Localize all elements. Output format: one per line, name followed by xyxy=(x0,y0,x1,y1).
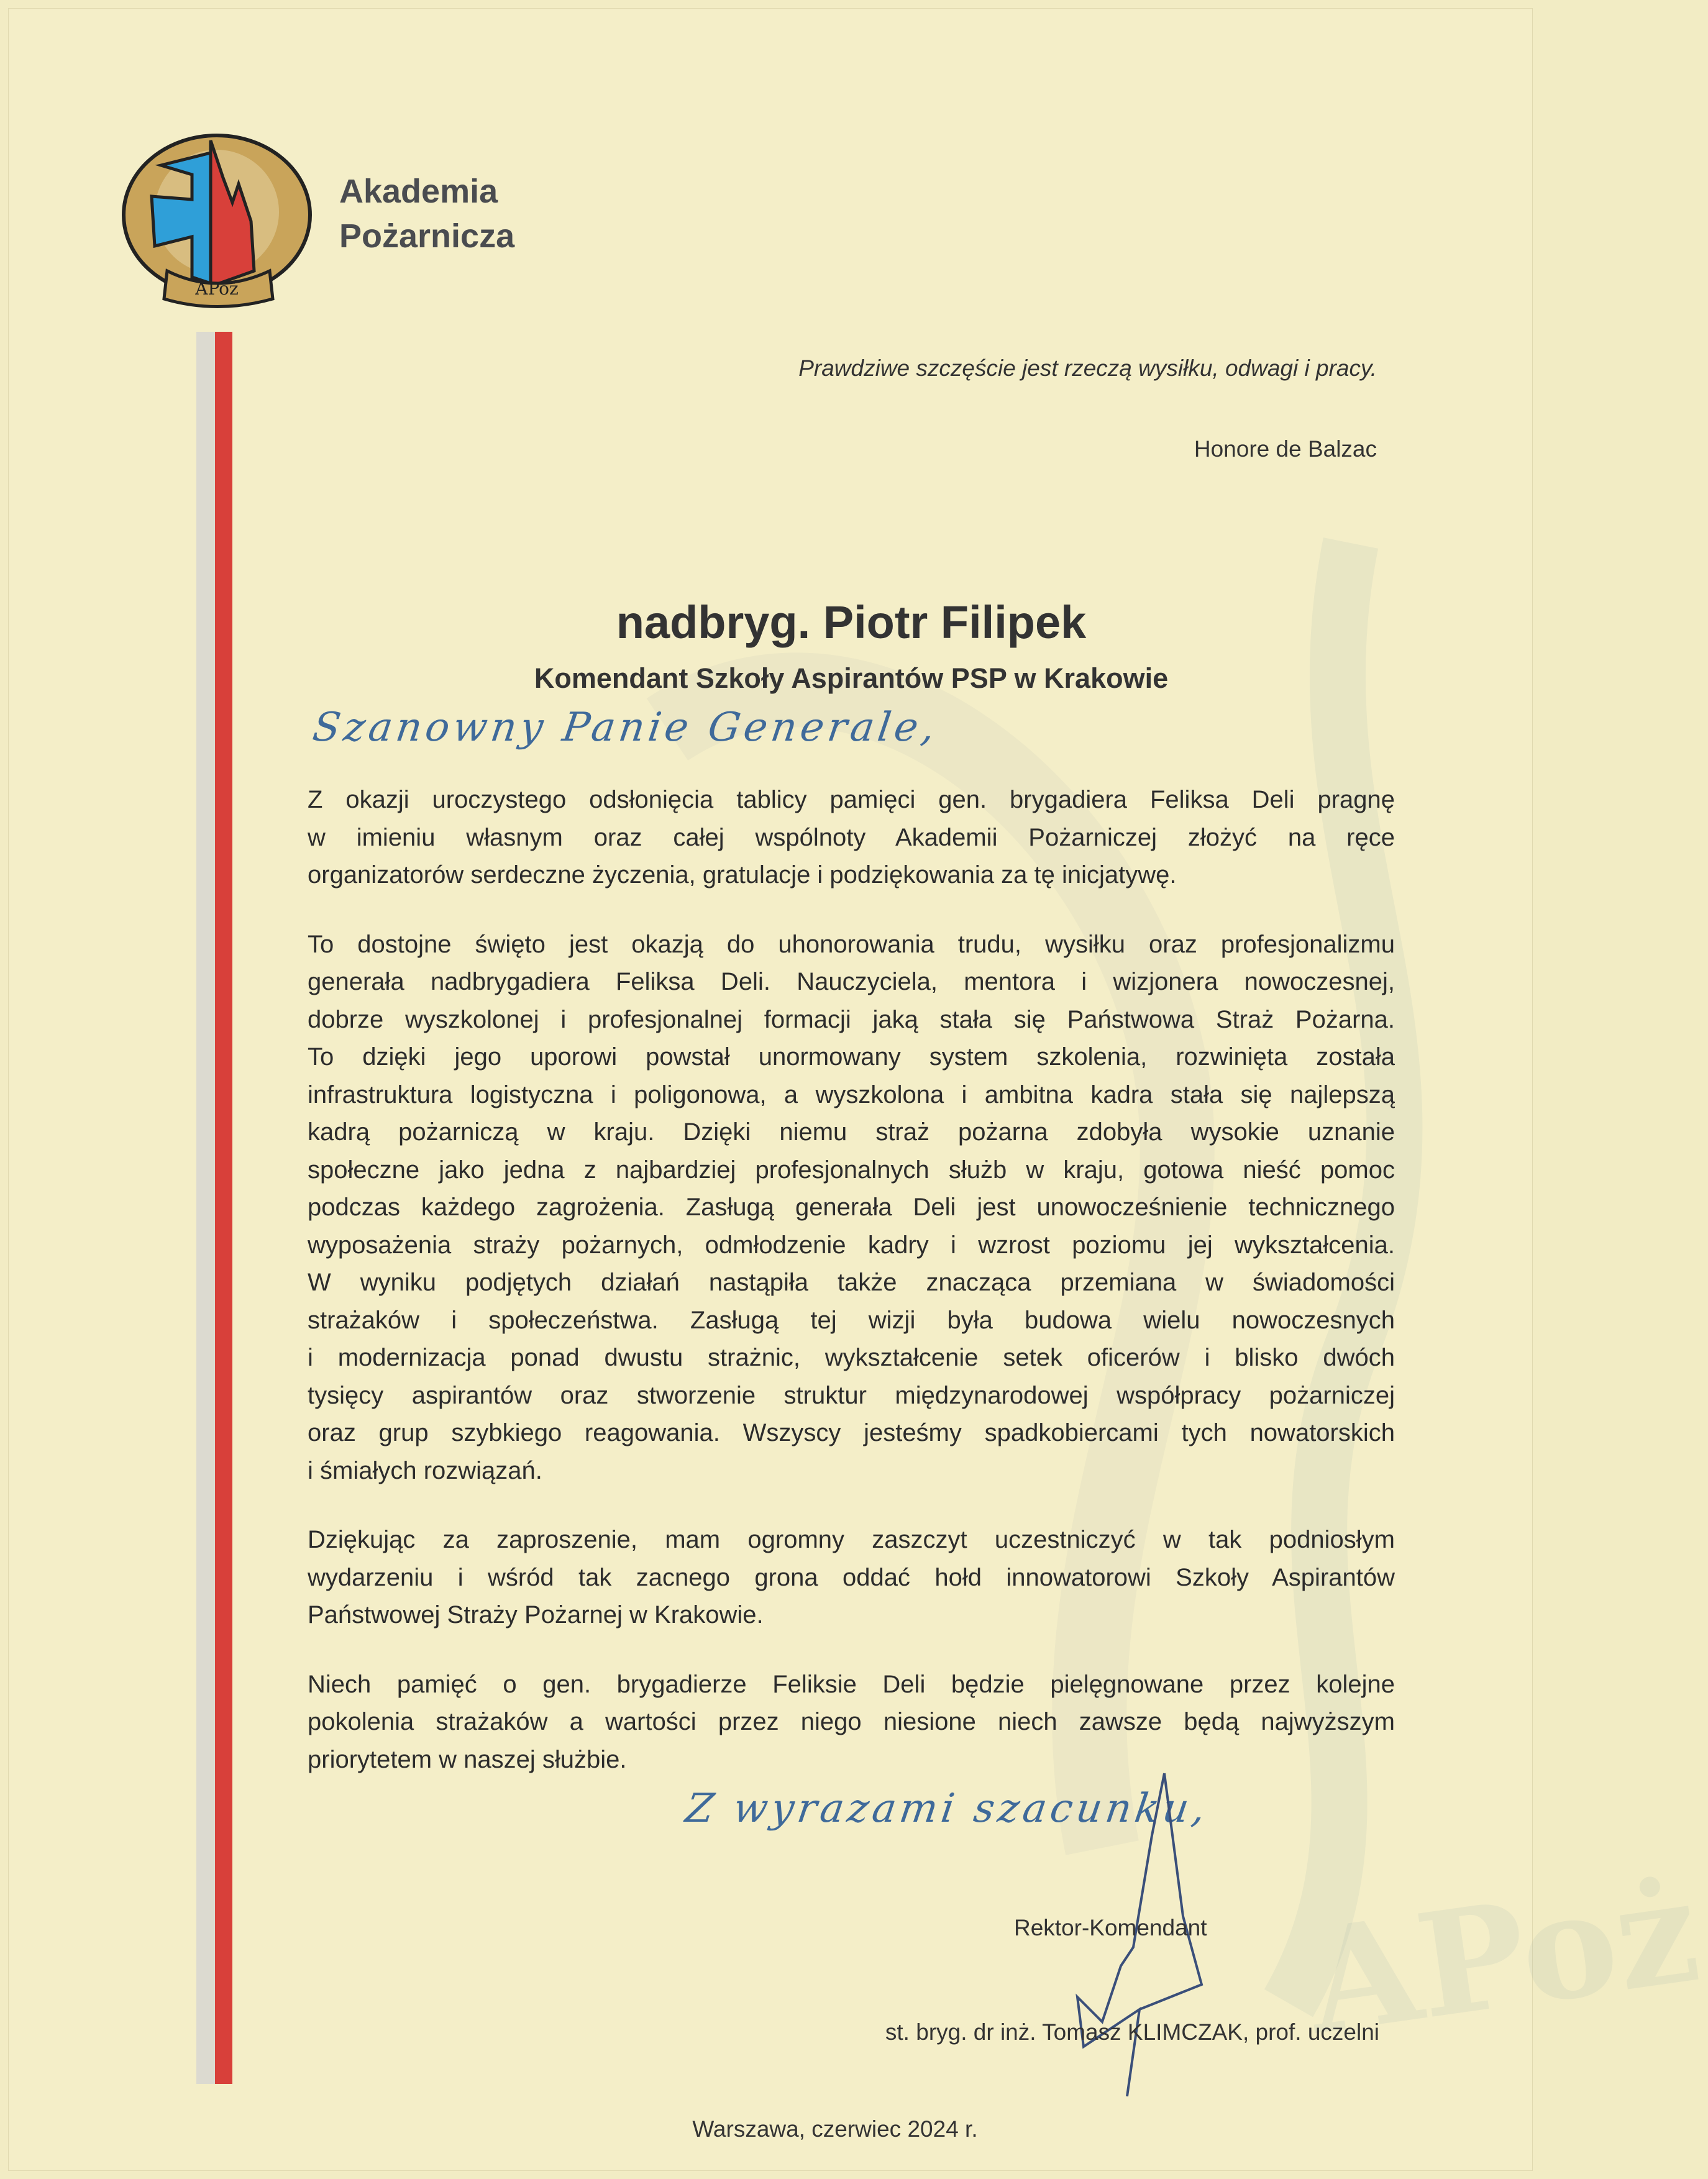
body-paragraph xyxy=(308,926,1395,1490)
epigraph-quote: Prawdziwe szczęście jest rzeczą wysiłku, odwagi i pracy. xyxy=(798,355,1377,381)
paragraph-line: tysięcy aspirantów oraz stworzenie struktur międzynarodowej współpracy pożarniczej xyxy=(308,1381,1395,1409)
paragraph-line: Niech pamięć o gen. brygadierze Feliksie Deli będzie pielęgnowane przez kolejne xyxy=(308,1670,1395,1698)
recipient-position: Komendant Szkoły Aspirantów PSP w Krakowie xyxy=(534,662,1169,694)
paragraph-line: społeczne jako jedna z najbardziej profesjonalnych służb w kraju, gotowa nieść pomoc xyxy=(308,1156,1395,1184)
decorative-stripe-white xyxy=(196,332,215,2084)
paragraph-line: pokolenia strażaków a wartości przez niego niesione niech zawsze będą najwyższym xyxy=(308,1708,1395,1735)
org-name-line2: Pożarnicza xyxy=(339,217,515,255)
handwritten-greeting: Szanowny Panie Generale, xyxy=(309,705,941,751)
body-paragraph xyxy=(308,781,1395,894)
handwritten-closing: Z wyrazami szacunku, xyxy=(682,1786,1212,1832)
body-paragraph xyxy=(308,1666,1395,1779)
paragraph-line: Państwowej Straży Pożarnej w Krakowie. xyxy=(308,1601,764,1629)
paragraph-line: i śmiałych rozwiązań. xyxy=(308,1456,542,1484)
academy-logo xyxy=(117,128,316,308)
paragraph-line: Z okazji uroczystego odsłonięcia tablicy pamięci gen. brygadiera Feliksa Deli pragnę xyxy=(308,786,1395,813)
paragraph-line: kadrą pożarniczą w kraju. Dzięki niemu straż pożarna zdobyła wysokie uznanie xyxy=(308,1118,1395,1146)
paragraph-line: infrastruktura logistyczna i poligonowa, a wyszkolona i ambitna kadra stała się najlepszą xyxy=(308,1080,1395,1108)
place-and-date: Warszawa, czerwiec 2024 r. xyxy=(692,2116,978,2142)
paragraph-line: i modernizacja ponad dwustu strażnic, wykształcenie setek oficerów i blisko dwóch xyxy=(308,1344,1395,1371)
signer-role: Rektor-Komendant xyxy=(1014,1915,1207,1940)
paragraph-line: podczas każdego zagrożenia. Zasługą generała Deli jest unowocześnienie technicznego xyxy=(308,1194,1395,1221)
paragraph-line: To dostojne święto jest okazją do uhonorowania trudu, wysiłku oraz profesjonalizmu xyxy=(308,930,1395,958)
paragraph-line: organizatorów serdeczne życzenia, gratulacje i podziękowania za tę inicjatywę. xyxy=(308,861,1177,889)
paragraph-line: generała nadbrygadiera Feliksa Deli. Nauczyciela, mentora i wizjonera nowoczesnej, xyxy=(308,968,1395,995)
paragraph-line: W wyniku podjętych działań nastąpiła także znacząca przemiana w świadomości xyxy=(308,1269,1395,1296)
signer-name: st. bryg. dr inż. Tomasz KLIMCZAK, prof. uczelni xyxy=(885,2019,1379,2045)
organization-name xyxy=(339,169,514,258)
paragraph-line: priorytetem w naszej służbie. xyxy=(308,1745,627,1773)
decorative-stripe-red xyxy=(215,332,232,2084)
letter-body xyxy=(308,781,1395,1810)
watermark-text: APoż xyxy=(1297,1846,1708,2067)
paragraph-line: To dzięki jego uporowi powstał unormowany system szkolenia, rozwinięta została xyxy=(308,1043,1395,1071)
paragraph-line: wydarzeniu i wśród tak zacnego grona oddać hołd innowatorowi Szkoły Aspirantów xyxy=(308,1563,1395,1591)
epigraph-author: Honore de Balzac xyxy=(1194,436,1377,462)
logo-lettering: APoż xyxy=(195,278,239,299)
letter-page xyxy=(9,9,1708,2170)
paragraph-line: w imieniu własnym oraz całej wspólnoty Akademii Pożarniczej złożyć na ręce xyxy=(308,823,1395,851)
paragraph-line: Dziękując za zaproszenie, mam ogromny zaszczyt uczestniczyć w tak podniosłym xyxy=(308,1526,1395,1553)
paragraph-line: oraz grup szybkiego reagowania. Wszyscy jesteśmy spadkobiercami tych nowatorskich xyxy=(308,1419,1395,1446)
recipient-name: nadbryg. Piotr Filipek xyxy=(616,596,1087,648)
paragraph-line: dobrze wyszkolonej i profesjonalnej formacji jaką stała się Państwowa Straż Pożarna. xyxy=(308,1005,1395,1033)
body-paragraph xyxy=(308,1521,1395,1634)
paragraph-line: strażaków i społeczeństwa. Zasługą tej wizji była budowa wielu nowoczesnych xyxy=(308,1306,1395,1334)
org-name-line1: Akademia xyxy=(339,173,498,210)
paragraph-line: wyposażenia straży pożarnych, odmłodzenie kadry i wzrost poziomu jej wykształcenia. xyxy=(308,1231,1395,1259)
